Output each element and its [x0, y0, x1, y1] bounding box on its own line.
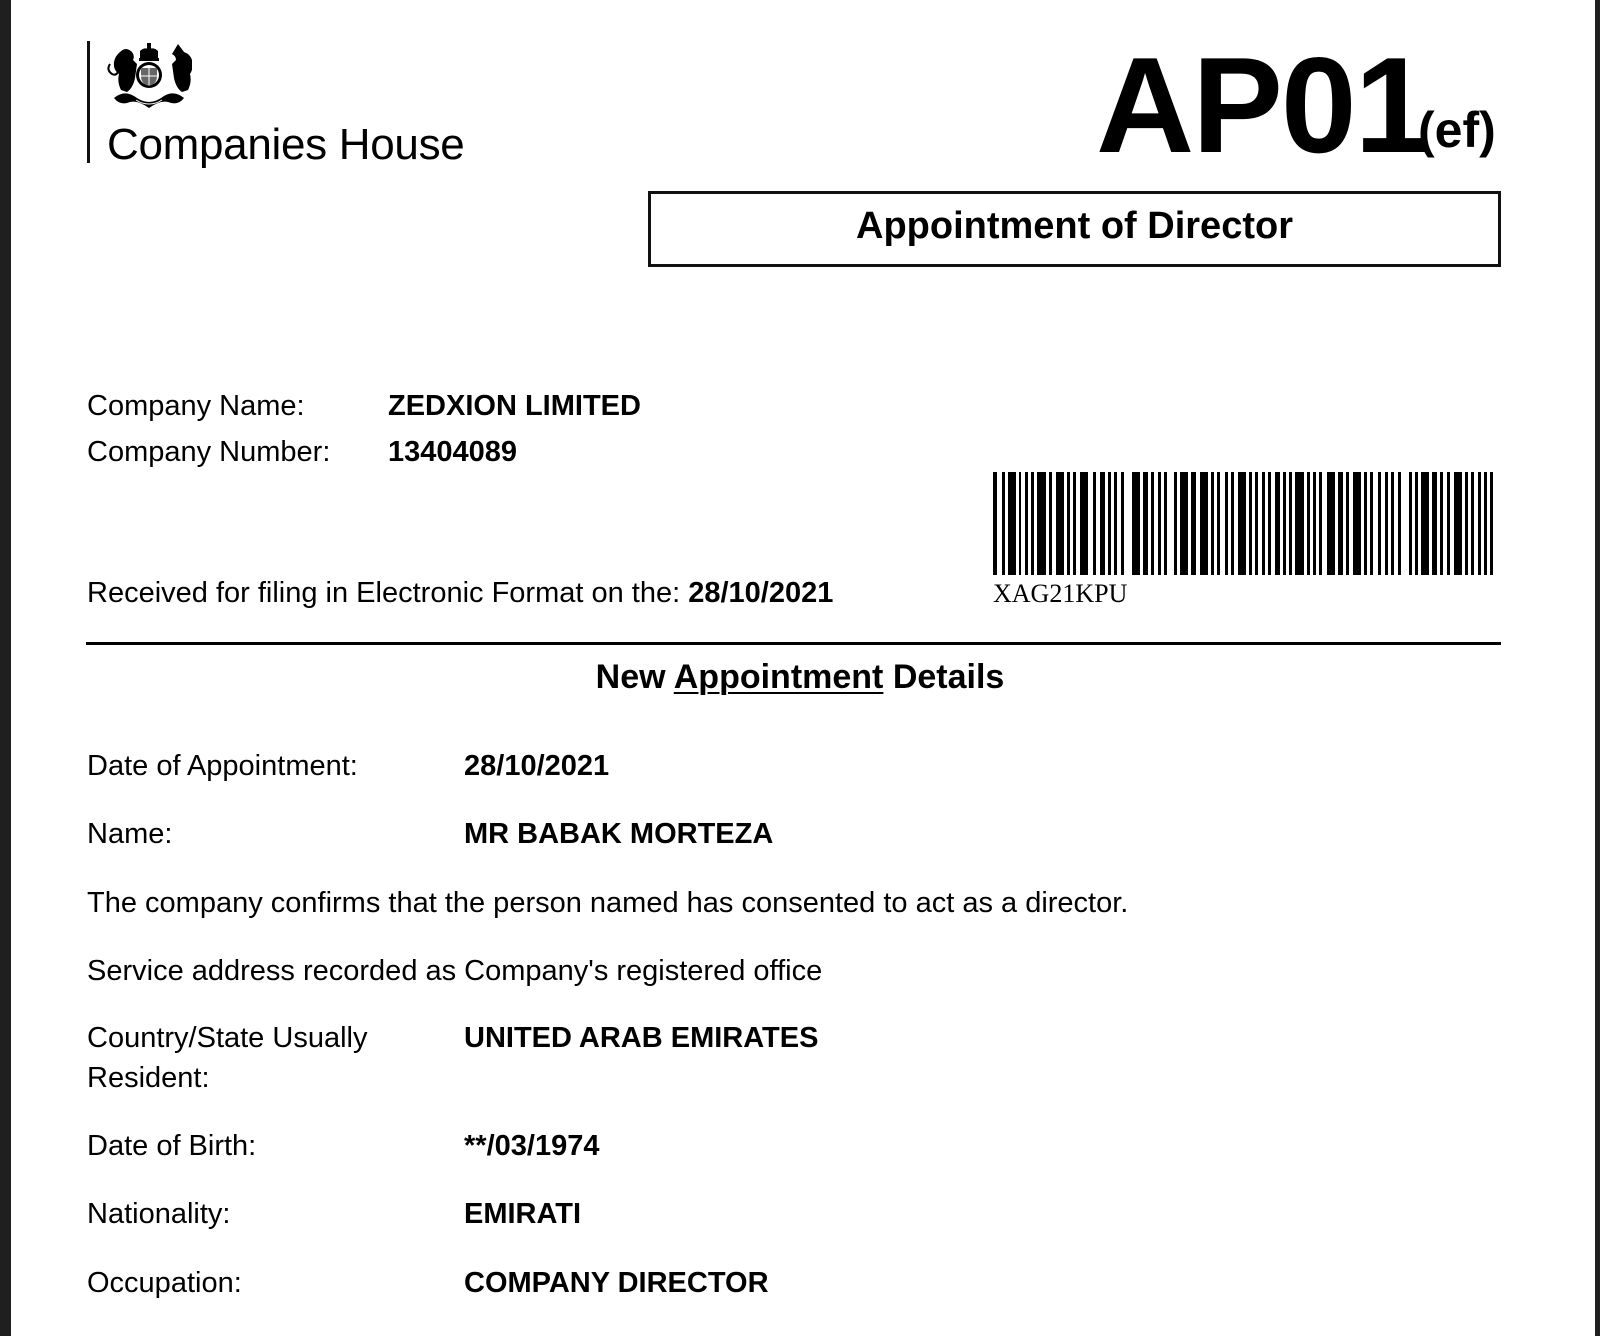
- appointment-date-label: Date of Appointment:: [87, 750, 358, 782]
- received-line: [87, 579, 833, 608]
- company-number-value: 13404089: [388, 436, 518, 468]
- name-label: Name:: [87, 818, 173, 850]
- dob-label: Date of Birth:: [87, 1130, 257, 1162]
- logo-divider-bar: [87, 41, 90, 163]
- section-heading-pre: New: [595, 658, 666, 696]
- section-divider: [86, 642, 1501, 645]
- company-number-label: Company Number:: [87, 436, 331, 468]
- form-title-box: [648, 191, 1501, 267]
- barcode-code: XAG21KPU: [993, 579, 1128, 608]
- received-label: Received for filing in Electronic Format on the:: [87, 577, 681, 609]
- name-value: MR BABAK MORTEZA: [464, 818, 774, 850]
- dob-value: **/03/1974: [464, 1130, 600, 1162]
- service-address-statement: Service address recorded as Company's registered office: [87, 955, 823, 987]
- company-name-value: ZEDXION LIMITED: [388, 390, 641, 422]
- section-heading-underlined: Appointment: [673, 658, 884, 696]
- section-heading: [0, 660, 1600, 694]
- occupation-value: COMPANY DIRECTOR: [464, 1267, 769, 1299]
- nationality-label: Nationality:: [87, 1198, 231, 1230]
- appointment-date-value: 28/10/2021: [464, 750, 610, 782]
- received-date: 28/10/2021: [688, 577, 834, 609]
- barcode-icon: [993, 472, 1493, 575]
- section-heading-post: Details: [892, 658, 1005, 696]
- form-code: AP01: [1096, 29, 1429, 181]
- form-title: Appointment of Director: [856, 205, 1293, 247]
- consent-statement: The company confirms that the person named has consented to act as a director.: [87, 887, 1129, 919]
- nationality-value: EMIRATI: [464, 1198, 582, 1230]
- organisation-name: Companies House: [107, 120, 465, 169]
- occupation-label: Occupation:: [87, 1267, 242, 1299]
- royal-coat-of-arms-icon: [106, 42, 192, 112]
- form-code-suffix: (ef): [1418, 102, 1496, 158]
- residence-label-line2: Resident:: [87, 1062, 210, 1094]
- company-name-label: Company Name:: [87, 390, 305, 422]
- residence-value: UNITED ARAB EMIRATES: [464, 1022, 819, 1054]
- residence-label-line1: Country/State Usually: [87, 1022, 368, 1054]
